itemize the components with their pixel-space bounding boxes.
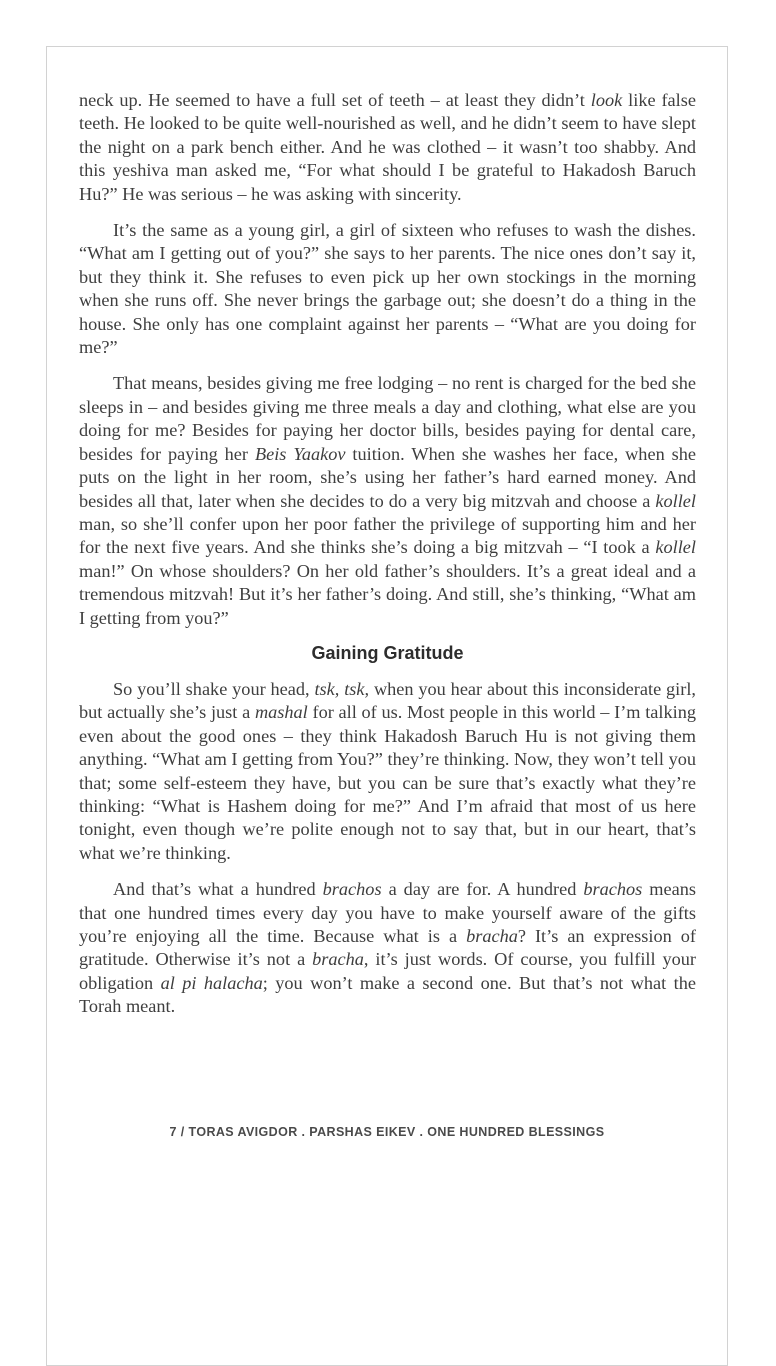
section-heading: Gaining Gratitude xyxy=(311,642,464,663)
page-body-text xyxy=(47,47,727,1019)
document-page xyxy=(46,46,728,1366)
paragraph: That means, besides giving me free lodging – no rent is charged for the bed she sleeps in – and besides giving me three meals a day and clothing, what else are you doing for me? Besides for paying her doctor bills, besides paying for dental care, besides for paying her Beis Yaakov tuition. When she washes her face, when she puts on the light in her room, she’s using her father’s hard earned money. And besides all that, later when she decides to do a very big mitzvah and choose a kollel man, so she’ll confer upon her poor father the privilege of supporting him and her for the next five years. And she thinks she’s doing a big mitzvah – “I took a kollel man!” On whose shoulders? On her old father’s shoulders. It’s a great ideal and a tremendous mitzvah! But it’s her father’s doing. And still, she’s thinking, “What am I getting from you?” xyxy=(79,373,696,628)
page-footer: 7 / TORAS AVIGDOR . PARSHAS EIKEV . ONE HUNDRED BLESSINGS xyxy=(169,1125,605,1139)
paragraph: neck up. He seemed to have a full set of teeth – at least they didn’t look like false teeth. He looked to be quite well-nourished as well, and he didn’t seem to have slept the night on a park bench either. And he was clothed – it wasn’t too shabby. And this yeshiva man asked me, “For what should I be grateful to Hakadosh Baruch Hu?” He was serious – he was asking with sincerity. xyxy=(79,90,696,204)
paragraph: And that’s what a hundred brachos a day are for. A hundred brachos means that one hundred times every day you have to make yourself aware of the gifts you’re enjoying all the time. Because what is a bracha? It’s an expression of gratitude. Otherwise it’s not a bracha, it’s just words. Of course, you fulfill your obligation al pi halacha; you won’t make a second one. But that’s not what the Torah meant. xyxy=(79,879,696,1017)
paragraph: So you’ll shake your head, tsk, tsk, when you hear about this inconsiderate girl, but actually she’s just a mashal for all of us. Most people in this world – I’m talking even about the good ones – they think Hakadosh Baruch Hu is not giving them anything. “What am I getting from You?” they’re thinking. Now, they won’t tell you that; some self-esteem they have, but you can be sure that’s exactly what they’re thinking: “What is Hashem doing for me?” And I’m afraid that most of us here tonight, even though we’re polite enough not to say that, but in our heart, that’s what we’re thinking. xyxy=(79,678,696,863)
paragraph: It’s the same as a young girl, a girl of sixteen who refuses to wash the dishes. “What am I getting out of you?” she says to her parents. The nice ones don’t say it, but they think it. She refuses to even pick up her own stockings in the morning when she runs off. She never brings the garbage out; she doesn’t do a thing in the house. She only has one complaint against her parents – “What are you doing for me?” xyxy=(79,220,696,358)
